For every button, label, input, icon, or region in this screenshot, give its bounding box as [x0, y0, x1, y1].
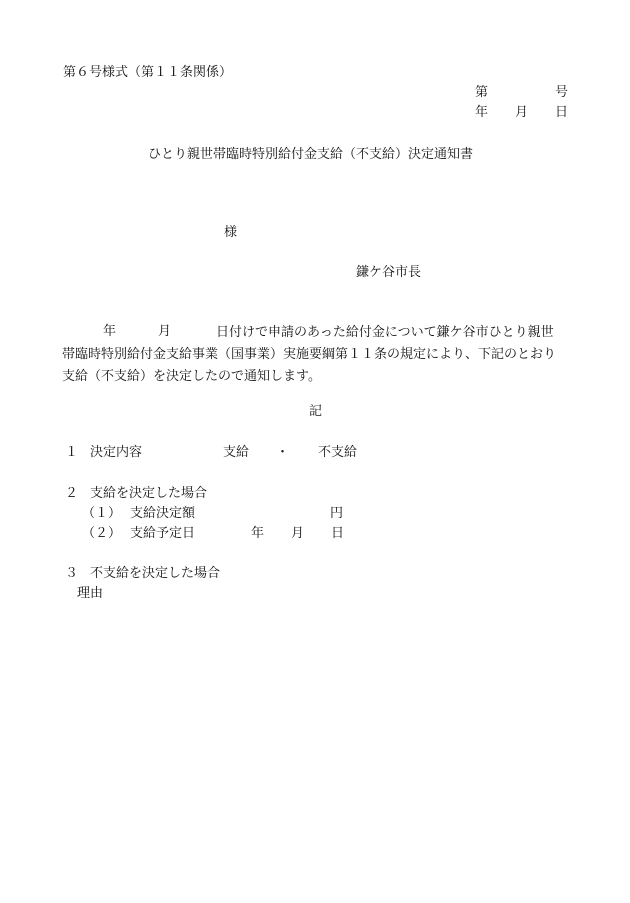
section-2-item-2-month: 月: [291, 526, 305, 541]
section-2-label: 支給を決定した場合: [90, 486, 208, 501]
body-line-1: 日付けで申請のあった給付金について鎌ケ谷市ひとり親世: [216, 325, 554, 340]
body-line-2: 帯臨時特別給付金支給事業（国事業）実施要綱第１１条の規定により、下記のとおり: [62, 347, 557, 362]
addressee-suffix: 様: [224, 225, 238, 240]
section-2-item-1-unit: 円: [330, 506, 344, 521]
section-3-reason-label: 理由: [77, 586, 104, 601]
issue-date-day: 日: [555, 105, 569, 120]
section-2-item-2-label: 支給予定日: [130, 526, 196, 541]
section-1-label: 決定内容: [90, 445, 143, 460]
issue-date-month: 月: [515, 105, 529, 120]
section-3-number: ３: [65, 566, 79, 581]
body-paragraph: [62, 322, 574, 388]
section-1-number: １: [65, 445, 79, 460]
section-2-item-2-day: 日: [331, 526, 345, 541]
section-2-item-2-number: （２）: [82, 526, 122, 541]
body-line-3: 支給（不支給）を決定したので通知します。: [62, 369, 321, 384]
application-date-year: 年: [103, 324, 117, 339]
section-2-number: ２: [65, 486, 79, 501]
doc-number-suffix: 号: [555, 85, 569, 100]
issuer-name: 鎌ケ谷市長: [356, 265, 422, 280]
option-nopay: 不支給: [318, 445, 358, 460]
document-title: ひとり親世帯臨時特別給付金支給（不支給）決定通知書: [148, 147, 474, 162]
section-2-item-1-label: 支給決定額: [130, 506, 196, 521]
option-separator: ・: [276, 445, 290, 460]
issue-date-year: 年: [475, 105, 489, 120]
section-3-label: 不支給を決定した場合: [90, 566, 221, 581]
form-number: 第６号様式（第１１条関係）: [63, 65, 233, 80]
option-pay: 支給: [223, 445, 250, 460]
section-2-item-1-number: （１）: [82, 506, 122, 521]
section-2-item-2-year: 年: [251, 526, 265, 541]
doc-number-prefix: 第: [475, 85, 489, 100]
ki-heading: 記: [309, 404, 323, 419]
application-date-month: 月: [158, 324, 172, 339]
